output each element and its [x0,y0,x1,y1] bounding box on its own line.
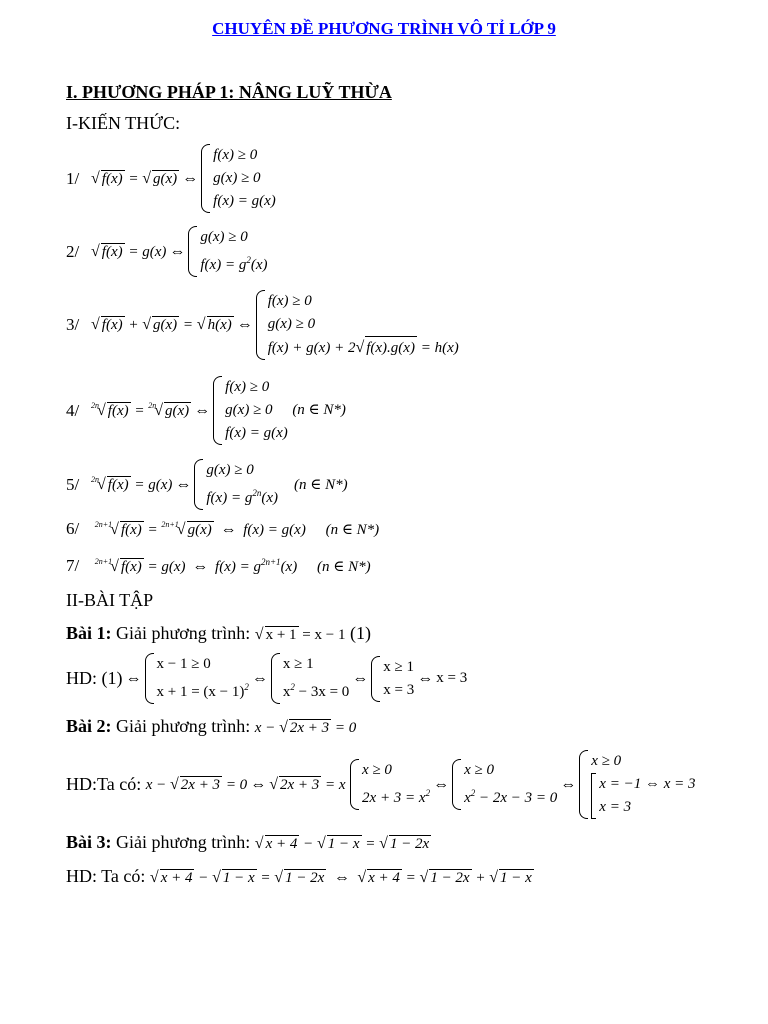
exercise-text: Giải phương trình: [116,623,251,643]
formula-number: 3/ [66,315,80,334]
exercise-1: Bài 1: Giải phương trình: √ x + 1 = x − 1 (1) [66,623,371,643]
formula-number: 2/ [66,241,80,261]
hint-2: HD:Ta có: x − √ 2x + 3 = 0 ⇔ √ 2x + 3 = x x ≥ 0 $2x + 3 = x^2$ ⇔ x ≥ 0 $x^2 - 2x - 3 = 0$ ⇔ x ≥ 0 x = −1 ⇔ x = 3 x = 3 [66,750,695,819]
hint-label: HD: (1) [66,668,123,688]
hint-label: HD: Ta có: [66,866,146,886]
formula-2: 2/ √ f(x) = g(x) ⇔ g(x) ≥ 0 $f(x) = g^2(x)$ [66,226,267,277]
exercise-text: Giải phương trình: [116,832,251,852]
formula-number: 1/ [66,168,80,188]
condition: (n ∈ N*) [292,402,346,418]
condition: (n ∈ N*) [316,559,371,575]
formula-number: 4/ [66,400,80,420]
hint-label: HD:Ta có: [66,774,142,794]
hint-3: HD: Ta có: √ x + 4 − √ 1 − x = √ 1 − 2x ⇔ √ x + 4 = √ 1 − 2x + √ 1 − x [66,866,532,886]
exercise-label: Bài 1: [66,623,112,643]
exercise-label: Bài 2: [66,716,112,736]
exercises-heading: II-BÀI TẬP [66,590,154,610]
formula-7: 7/ $^{2n+1}$√ f(x) = g(x) ⇔ $f(x) = g^{2n+1}(x)$ (n ∈ N*) [66,556,371,575]
exercise-tag: (1) [349,623,371,643]
condition: (n ∈ N*) [325,522,380,538]
section-heading: I. PHƯƠNG PHÁP 1: NÂNG LUỸ THỪA [66,82,392,102]
formula-1: 1/ √ f(x) = √ g(x) ⇔ f(x) ≥ 0 g(x) ≥ 0 f(x) = g(x) [66,144,276,213]
exercise-label: Bài 3: [66,832,112,852]
exercise-text: Giải phương trình: [116,716,251,736]
page-title: CHUYÊN ĐỀ PHƯƠNG TRÌNH VÔ TỈ LỚP 9 [212,19,556,38]
formula-4: 4/ $^{2n}$√ f(x) = $^{2n}$√ g(x) ⇔ f(x) ≥ 0 g(x) ≥ 0 (n ∈ N*) f(x) = g(x) [66,376,346,445]
exercise-2: Bài 2: Giải phương trình: x − √ 2x + 3 = 0 [66,716,357,736]
condition: (n ∈ N*) [293,477,348,493]
formula-number: 7/ [66,556,80,575]
formula-number: 6/ [66,519,80,538]
formula-5: 5/ $^{2n}$√ f(x) = g(x) ⇔ g(x) ≥ 0 $f(x) = g^{2n}(x)$ (n ∈ N*) [66,459,348,510]
knowledge-heading: I-KIẾN THỨC: [66,113,181,133]
formula-number: 5/ [66,474,80,494]
formula-6: 6/ $^{2n+1}$√ f(x) = $^{2n+1}$√ g(x) ⇔ f(x) = g(x) (n ∈ N*) [66,519,380,538]
exercise-3: Bài 3: Giải phương trình: √ x + 4 − √ 1 − x = √ 1 − 2x [66,832,430,852]
hint-1: HD: (1) ⇔ x − 1 ≥ 0 $x + 1 = (x - 1)^2$ ⇔ x ≥ 1 $x^2 - 3x = 0$ ⇔ x ≥ 1 x = 3 ⇔ x = 3 [66,653,467,704]
formula-3: 3/ √ f(x) + √ g(x) = √ h(x) ⇔ f(x) ≥ 0 g(x) ≥ 0 f(x) + g(x) + 2√ f(x).g(x) = h(x) [66,290,459,360]
